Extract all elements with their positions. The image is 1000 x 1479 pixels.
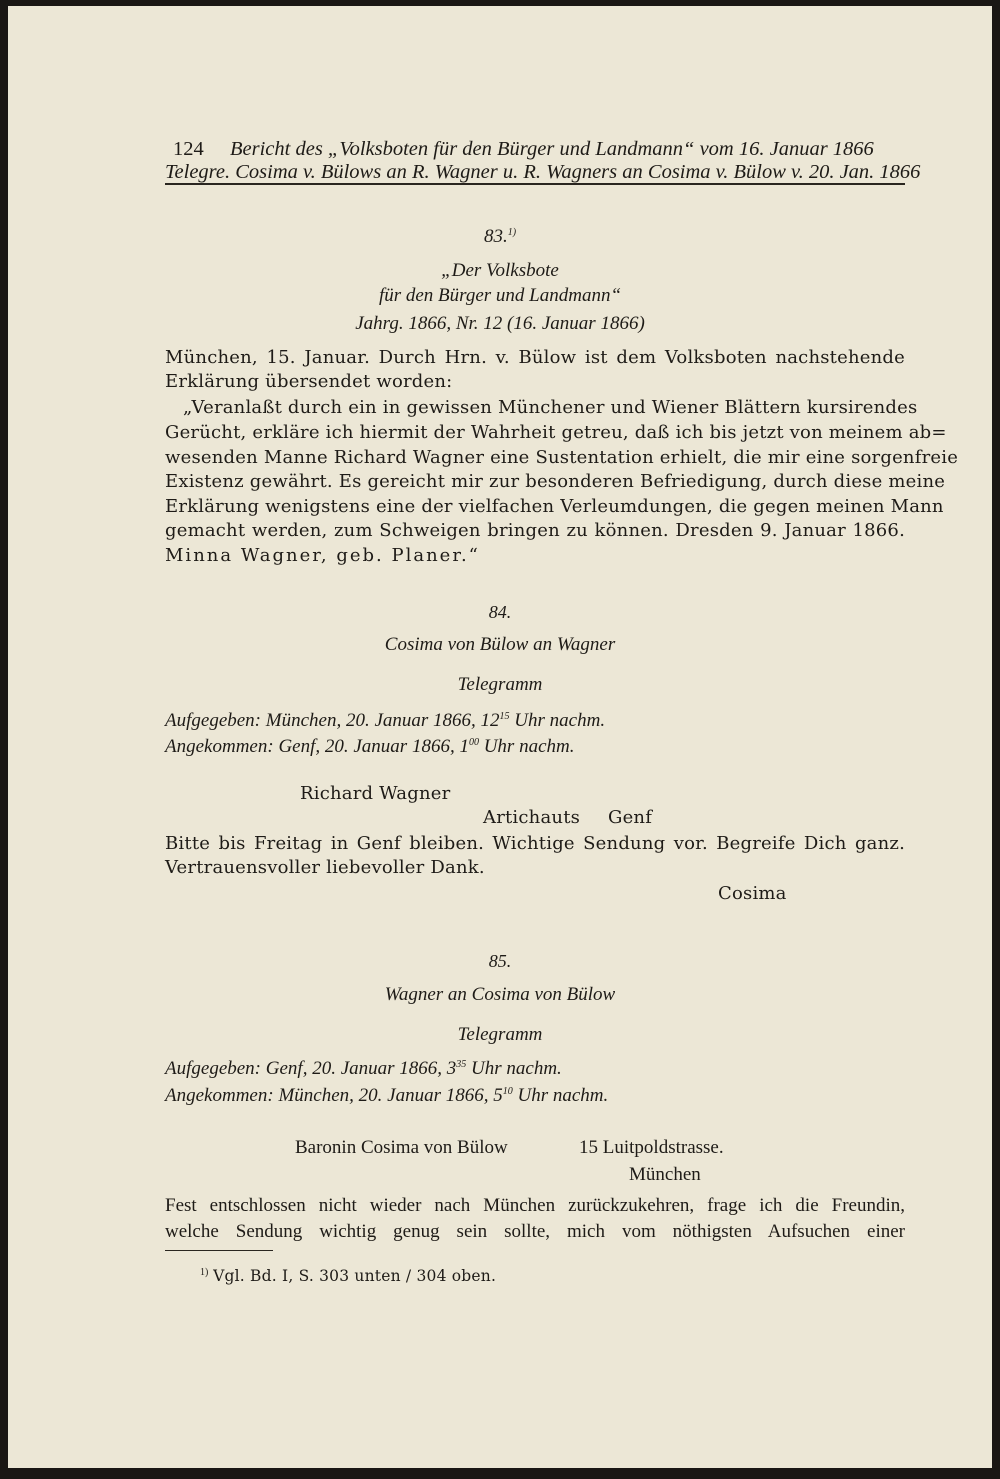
doc85-addr-street: 15 Luitpoldstrasse. bbox=[579, 1137, 724, 1158]
footnote bbox=[200, 1267, 496, 1285]
doc85-sent-line bbox=[165, 1058, 562, 1080]
doc83-number bbox=[8, 226, 992, 248]
doc84-sent-tail: Uhr nachm. bbox=[514, 710, 606, 731]
doc84-recv-text: Genf, 20. Januar 1866, bbox=[278, 736, 455, 757]
doc85-recv-text: München, 20. Januar 1866, bbox=[278, 1085, 489, 1106]
doc84-sent-text: München, 20. Januar 1866, bbox=[265, 710, 476, 731]
doc85-sent-min: 35 bbox=[456, 1059, 467, 1070]
doc84-recv-label: Angekommen: bbox=[165, 736, 274, 757]
doc85-recv-hour: 5 bbox=[493, 1085, 503, 1106]
doc84-number: 84. bbox=[488, 602, 512, 622]
doc84-title: Cosima von Bülow an Wagner bbox=[384, 634, 616, 655]
doc83-body-line: Erklärung wenigstens eine der vielfachen Verleumdungen, die gegen meinen Mann bbox=[165, 496, 944, 517]
doc85-sent-text: Genf, 20. Januar 1866, bbox=[265, 1058, 443, 1079]
doc84-recv-hour: 1 bbox=[459, 736, 469, 757]
doc84-sent-hour: 12 bbox=[480, 710, 500, 731]
page-number: 124 bbox=[173, 138, 204, 160]
doc83-body-line: Existenz gewährt. Es gereicht mir zur besonderen Befriedigung, durch diese meine bbox=[165, 471, 946, 492]
footnote-text: Vgl. Bd. I, S. 303 unten / 304 oben. bbox=[213, 1267, 497, 1285]
doc85-number: 85. bbox=[488, 951, 512, 971]
doc83-title-line1: „Der Volksbote bbox=[441, 260, 559, 281]
doc83-body-line: Gerücht, erkläre ich hiermit der Wahrheit getreu, daß ich bis jetzt von meinem ab= bbox=[165, 422, 947, 443]
doc83-signature: Minna Wagner, geb. Planer.“ bbox=[165, 545, 480, 566]
footnote-rule bbox=[165, 1250, 273, 1251]
doc85-title: Wagner an Cosima von Bülow bbox=[384, 984, 616, 1005]
doc85-subtitle: Telegramm bbox=[457, 1024, 543, 1045]
doc83-body-line: „Veranlaßt durch ein in gewissen Münchener und Wiener Blättern kursirendes bbox=[183, 397, 918, 418]
doc83-title-line2: für den Bürger und Landmann“ bbox=[378, 285, 622, 306]
doc83-body-line: München, 15. Januar. Durch Hrn. v. Bülow ist dem Volksboten nachstehende bbox=[165, 347, 905, 368]
doc85-recv-line bbox=[165, 1085, 608, 1107]
doc84-recv-tail: Uhr nachm. bbox=[483, 736, 575, 757]
running-header-line1: Bericht des „Volksboten für den Bürger und Landmann“ vom 16. Januar 1866 bbox=[230, 138, 874, 160]
doc85-sent-tail: Uhr nachm. bbox=[471, 1058, 562, 1079]
doc83-number-text: 83. bbox=[483, 226, 508, 247]
doc85-addr-name: Baronin Cosima von Bülow bbox=[295, 1137, 508, 1158]
doc83-body-line: Erklärung übersendet worden: bbox=[165, 371, 453, 392]
doc85-sent-hour: 3 bbox=[446, 1058, 457, 1079]
doc85-body-line1: Fest entschlossen nicht wieder nach München zurückzukehren, frage ich die Freundin, bbox=[165, 1195, 905, 1216]
running-header-line2: Telegre. Cosima v. Bülows an R. Wagner u. R. Wagners an Cosima v. Bülow v. 20. Jan. 1866 bbox=[165, 161, 921, 183]
doc83-title-line3: Jahrg. 1866, Nr. 12 (16. Januar 1866) bbox=[355, 313, 645, 334]
doc84-recv-line bbox=[165, 736, 574, 758]
footnote-marker: 1) bbox=[200, 1267, 209, 1278]
doc84-sent-line bbox=[165, 710, 605, 732]
doc84-addr-name: Richard Wagner bbox=[300, 783, 451, 804]
doc85-body-line2: welche Sendung wichtig genug sein sollte, mich vom nöthigsten Aufsuchen einer bbox=[165, 1221, 905, 1242]
doc85-sent-label: Aufgegeben: bbox=[165, 1058, 262, 1079]
doc85-recv-min: 10 bbox=[502, 1086, 513, 1097]
header-rule bbox=[165, 183, 905, 185]
doc85-recv-label: Angekommen: bbox=[165, 1085, 274, 1106]
doc84-subtitle: Telegramm bbox=[457, 674, 543, 695]
doc84-addr-city: Genf bbox=[608, 807, 653, 828]
doc84-signature: Cosima bbox=[718, 883, 787, 904]
doc84-body-line2: Vertrauensvoller liebevoller Dank. bbox=[165, 857, 485, 878]
doc83-footnote-marker: 1) bbox=[507, 227, 517, 238]
doc84-sent-min: 15 bbox=[499, 711, 510, 722]
doc84-recv-min: 00 bbox=[468, 737, 479, 748]
doc84-addr-place: Artichauts bbox=[483, 807, 581, 828]
doc84-sent-label: Aufgegeben: bbox=[165, 710, 262, 731]
doc83-body-line: wesenden Manne Richard Wagner eine Sustentation erhielt, die mir eine sorgenfreie bbox=[165, 447, 959, 468]
doc83-body-line: gemacht werden, zum Schweigen bringen zu können. Dresden 9. Januar 1866. bbox=[165, 520, 905, 541]
doc85-addr-city: München bbox=[629, 1164, 701, 1185]
doc84-body-line1: Bitte bis Freitag in Genf bleiben. Wichtige Sendung vor. Begreife Dich ganz. bbox=[165, 833, 905, 854]
doc85-recv-tail: Uhr nachm. bbox=[517, 1085, 609, 1106]
book-page bbox=[8, 6, 992, 1468]
